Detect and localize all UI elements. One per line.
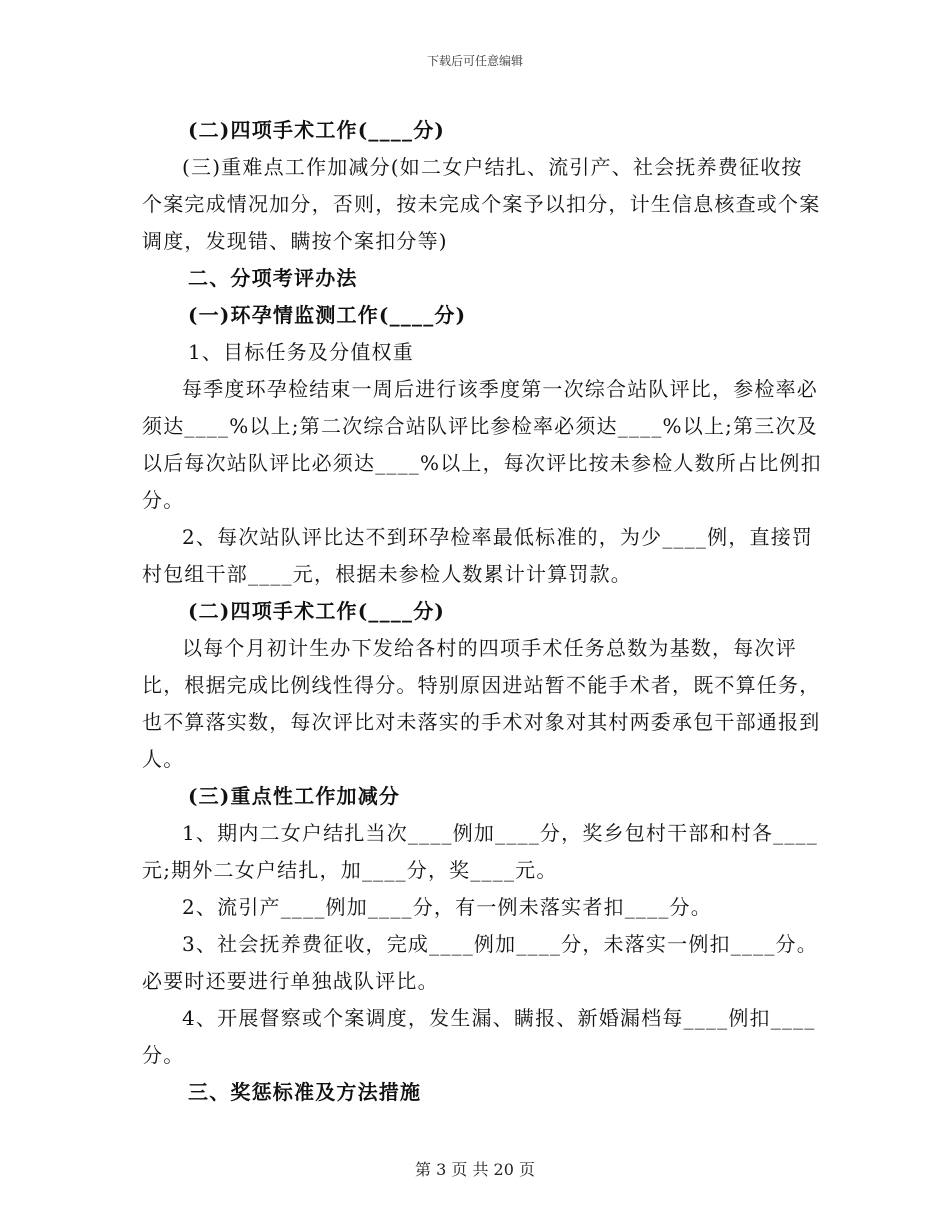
item-target-tasks: 1、目标任务及分值权重 (188, 340, 414, 364)
section-two-heading: 二、分项考评办法 (188, 266, 358, 290)
page-footer: 第 3 页 共 20 页 (415, 1160, 535, 1179)
paragraph-penalty-standard: 2、每次站队评比达不到环孕检率最低标准的，为少____例，直接罚村包组干部____元，根据未参检人数累计计算罚款。 (142, 525, 814, 586)
section-four-surgeries-heading: (二)四项手术工作(____分) (188, 118, 446, 142)
section-three-heading: 三、奖惩标准及方法措施 (188, 1080, 422, 1104)
subsection-key-work-heading: (三)重点性工作加减分 (188, 784, 401, 808)
paragraph-key-work-bonus: (三)重难点工作加减分(如二女户结扎、流引产、社会抚养费征收按个案完成情况加分，否则，按未完成个案予以扣分，计生信息核查或个案调度，发现错、瞒按个案扣分等) (142, 155, 821, 253)
paragraph-monthly-surgery-tasks: 以每个月初计生办下发给各村的四项手术任务总数为基数，每次评比，根据完成比例线性得分。特别原因进站暂不能手术者，既不算任务，也不算落实数，每次评比对未落实的手术对象对其村两委承包干部通报到人。 (142, 636, 821, 771)
paragraph-social-fee: 3、社会抚养费征收，完成____例加____分，未落实一例扣____分。必要时还要进行单独战队评比。 (142, 932, 818, 993)
page-header: 下载后可任意编辑 (426, 54, 523, 68)
subsection-four-surgeries-heading: (二)四项手术工作(____分) (188, 599, 446, 623)
subsection-pregnancy-monitoring-heading: (一)环孕情监测工作(____分) (188, 303, 467, 327)
paragraph-abortion-bonus: 2、流引产____例加____分，有一例未落实者扣____分。 (182, 895, 712, 919)
paragraph-inspection: 4、开展督察或个案调度，发生漏、瞒报、新婚漏档每____例扣____分。 (142, 1006, 816, 1067)
paragraph-quarterly-check: 每季度环孕检结束一周后进行该季度第一次综合站队评比，参检率必须达____%以上;第二次综合站队评比参检率必须达____%以上;第三次及以后每次站队评比必须达____%以上，每次评比按未参检人数所占比例扣分。 (142, 377, 822, 512)
paragraph-ligation-bonus: 1、期内二女户结扎当次____例加____分，奖乡包村干部和村各____元;期外二女户结扎，加____分，奖____元。 (142, 821, 818, 882)
document-body (142, 112, 822, 1111)
